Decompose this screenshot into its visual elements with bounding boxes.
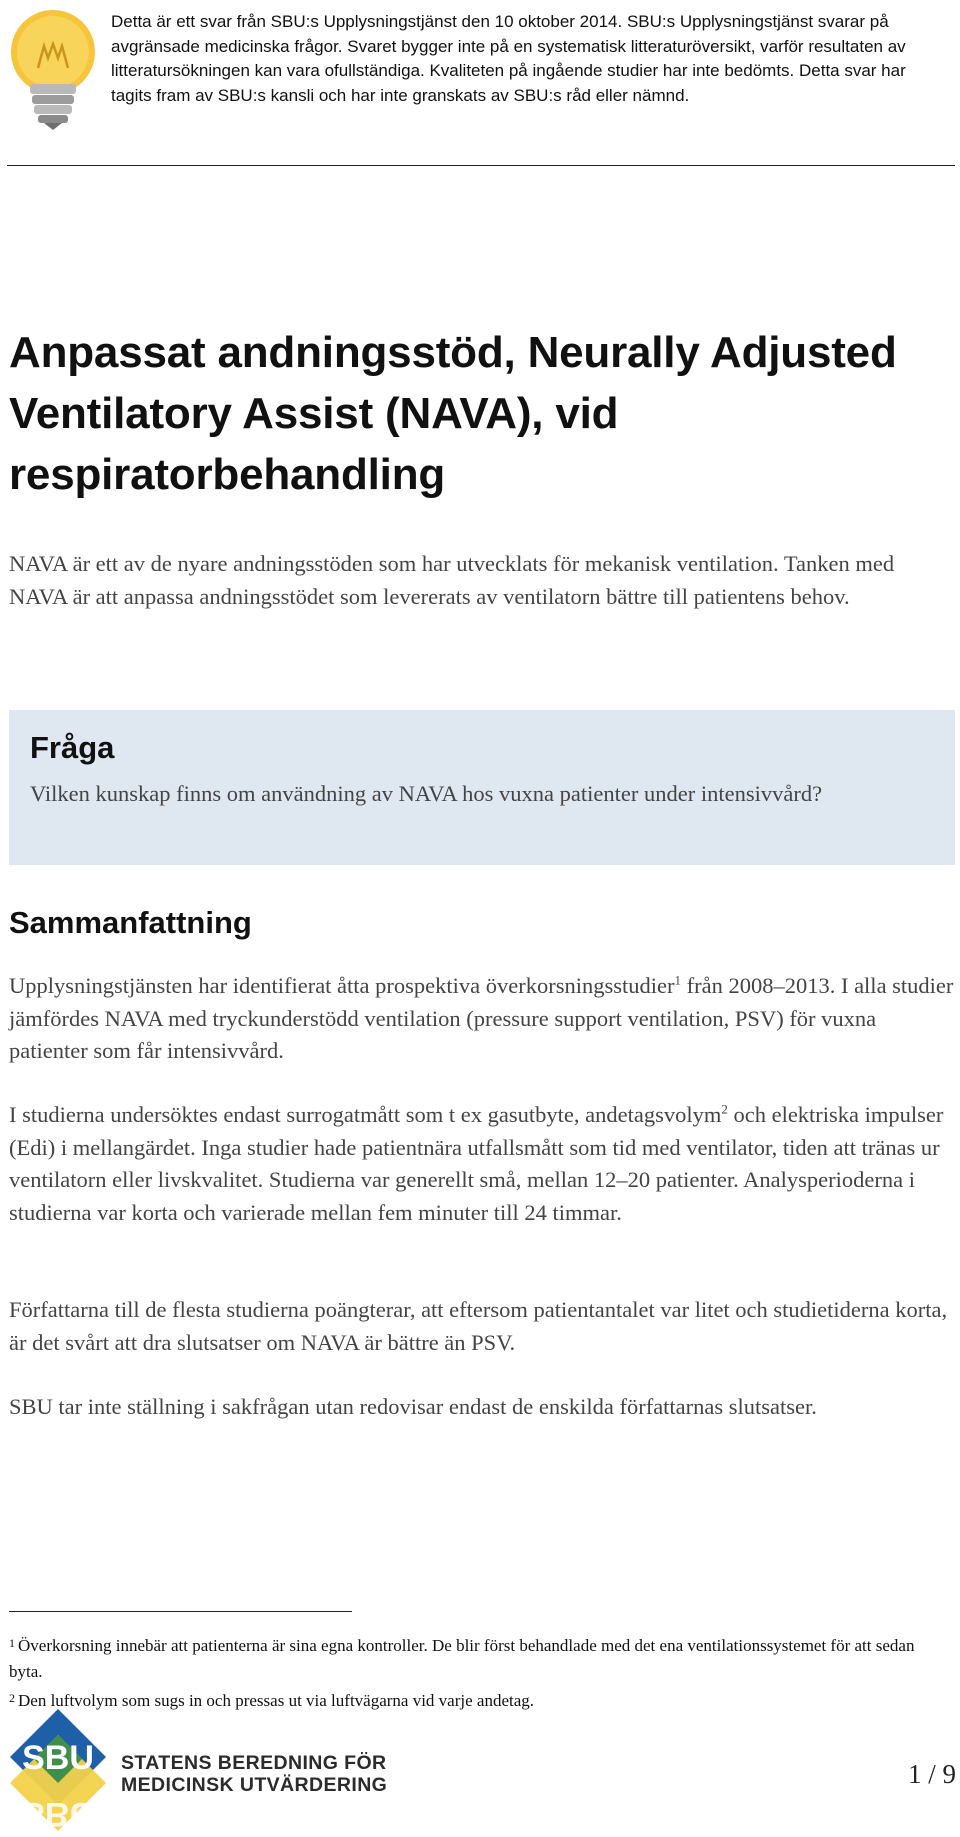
summary-paragraph-4: SBU tar inte ställning i sakfrågan utan redovisar endast de enskilda författarnas slutsatser. xyxy=(9,1394,817,1419)
footnote-2 xyxy=(9,1685,949,1714)
lightbulb-icon xyxy=(8,6,98,132)
logo-text: SBU xyxy=(22,1739,94,1777)
footnote-text: Överkorsning innebär att patienterna är sina egna kontroller. De blir först behandlade med det ena ventilationssystemet för att sedan byta. xyxy=(9,1636,915,1681)
page-header xyxy=(0,0,960,166)
footnote-ref-1: 1 xyxy=(674,972,681,988)
page-number: 1 / 9 xyxy=(907,1759,956,1789)
footnote-number: 2 xyxy=(9,1691,15,1705)
footnote-number: 1 xyxy=(9,1636,15,1650)
summary-text: och elektriska impulser (Edi) i mellangärdet. Inga studier hade patientnära utfallsmått som tid med ventilator, tiden att tränas ur ventilatorn eller livskvalitet. Studierna var generellt små, mellan 12–20 patienter. Analysperioderna i studierna var korta och varierade mellan fem minuter till 24 timmar. xyxy=(9,1102,944,1225)
organization-name xyxy=(121,1752,387,1796)
document-title: Anpassat andningsstöd, Neurally Adjusted Ventilatory Assist (NAVA), vid respiratorbehandling xyxy=(9,328,897,499)
footnote-1 xyxy=(9,1630,949,1685)
summary-heading: Sammanfattning xyxy=(9,905,252,940)
footnote-text: Den luftvolym som sugs in och pressas ut via luftvägarna vid varje andetag. xyxy=(18,1691,535,1710)
logo-text-reflection: SBU xyxy=(22,1795,94,1833)
summary-paragraph-2 xyxy=(9,1099,954,1229)
disclaimer-text: Detta är ett svar från SBU:s Upplysningstjänst den 10 oktober 2014. SBU:s Upplysningstjänst svarar på avgränsade medicinska frågor. Svaret bygger inte på en systematisk litteraturöversikt, varför resultaten av litteratursökningen kan vara ofullständiga. Kvaliteten på ingående studier har inte bedömts. Detta svar har tagits fram av SBU:s kansli och har inte granskats av SBU:s råd eller nämnd. xyxy=(111,12,906,105)
question-heading: Fråga xyxy=(30,730,115,765)
intro-paragraph: NAVA är ett av de nyare andningsstöden som har utvecklats för mekanisk ventilation. Tanken med NAVA är att anpassa andningsstödet som levererats av ventilatorn bättre till patientens behov. xyxy=(9,551,895,609)
org-line-1: STATENS BEREDNING FÖR xyxy=(121,1752,387,1774)
summary-text: I studierna undersöktes endast surrogatmått som t ex gasutbyte, andetagsvolym xyxy=(9,1102,722,1127)
org-line-2: MEDICINSK UTVÄRDERING xyxy=(121,1774,388,1796)
summary-text: Upplysningstjänsten har identifierat åtta prospektiva överkorsningsstudier xyxy=(9,973,675,998)
summary-paragraph-1 xyxy=(9,970,954,1068)
summary-paragraph-3: Författarna till de flesta studierna poängterar, att eftersom patientantalet var litet och studietiderna korta, är det svårt att dra slutsatser om NAVA är bättre än PSV. xyxy=(9,1297,948,1355)
footnotes xyxy=(9,1630,949,1714)
footnote-ref-2: 2 xyxy=(721,1101,728,1117)
footnote-divider xyxy=(9,1611,352,1612)
question-text: Vilken kunskap finns om användning av NAVA hos vuxna patienter under intensivvård? xyxy=(30,781,823,806)
sbu-logo xyxy=(8,1707,108,1833)
header-divider xyxy=(7,165,955,166)
summary-text: från 2008–2013. I alla studier jämfördes NAVA med tryckunderstödd ventilation (pressure support ventilation, PSV) för vuxna patienter som får intensivvård. xyxy=(9,973,954,1063)
question-box xyxy=(9,710,955,865)
